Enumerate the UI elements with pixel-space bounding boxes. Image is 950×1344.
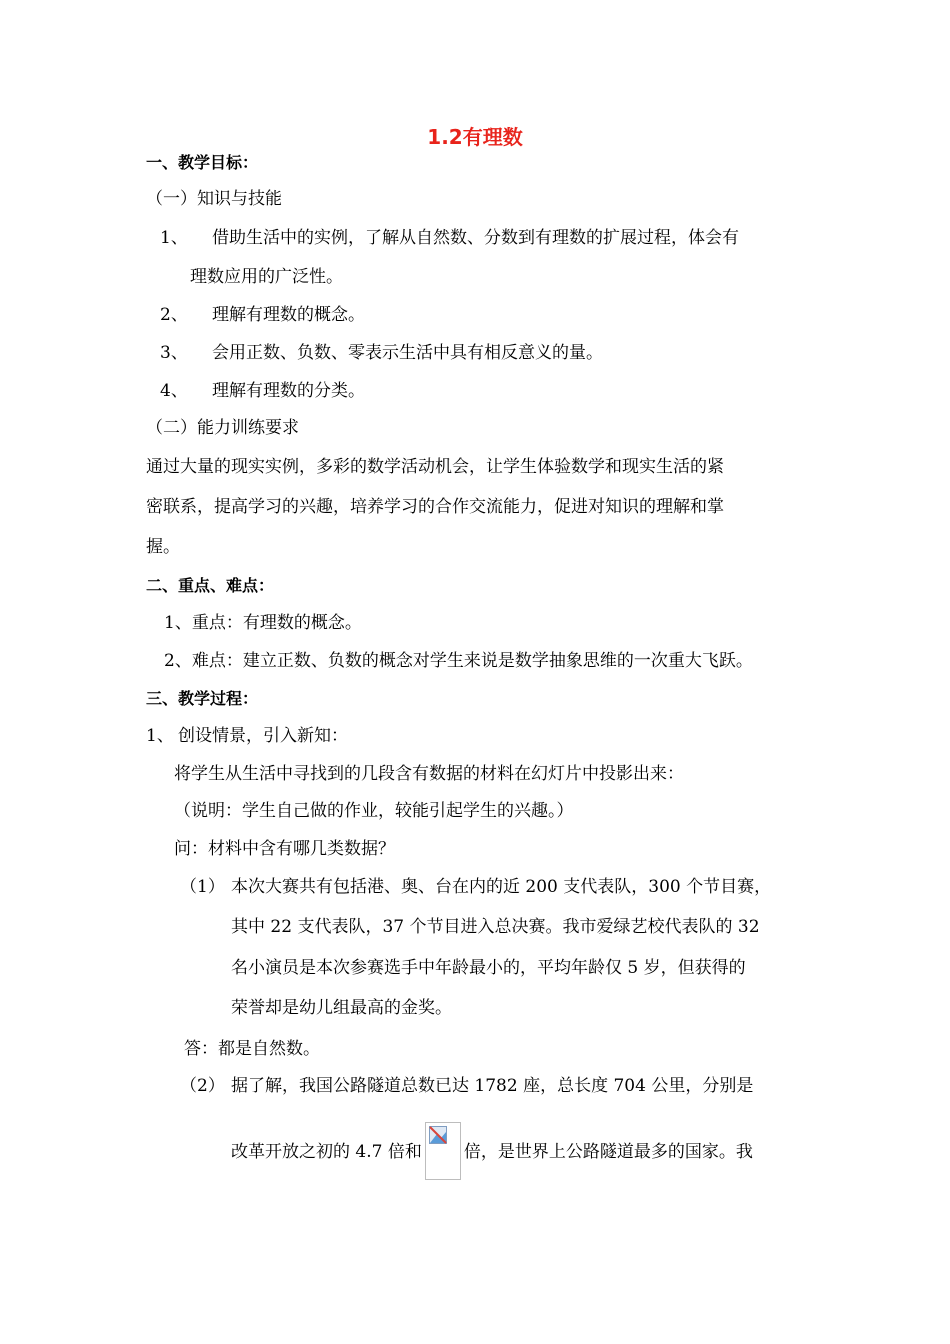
- list-item: [160, 380, 365, 402]
- paragraph-line: 通过大量的现实实例，多彩的数学活动机会，让学生体验数学和现实生活的紧: [146, 457, 724, 477]
- material-1-number: （1）: [180, 877, 225, 897]
- question-text: 问：材料中含有哪几类数据？: [174, 839, 395, 859]
- note-text: （说明：学生自己做的作业，较能引起学生的兴趣。）: [174, 801, 574, 821]
- list-number: 4、: [160, 381, 188, 401]
- answer-text: 答：都是自然数。: [184, 1039, 320, 1059]
- material-2-number: （2）: [180, 1076, 225, 1096]
- list-number: 2、: [160, 305, 188, 325]
- step-text: 创设情景，引入新知：: [178, 726, 348, 746]
- material-line: 荣誉却是幼儿组最高的金奖。: [231, 998, 452, 1018]
- intro-text: 将学生从生活中寻找到的几段含有数据的材料在幻灯片中投影出来：: [174, 764, 684, 784]
- step-line: [146, 725, 348, 747]
- step-number: 1、: [146, 726, 174, 746]
- document-title: 1.2有理数: [427, 125, 523, 149]
- material-text: 改革开放之初的 4.7 倍和: [231, 1142, 422, 1162]
- material-line: 名小演员是本次参赛选手中年龄最小的，平均年龄仅 5 岁，但获得的: [231, 958, 746, 978]
- key-point-text: 1、重点：有理数的概念。: [164, 613, 362, 633]
- material-text: 倍，是世界上公路隧道最多的国家。我: [463, 1142, 753, 1162]
- list-item: [160, 227, 739, 249]
- list-text: 会用正数、负数、零表示生活中具有相反意义的量。: [212, 343, 603, 363]
- paragraph-line: 密联系，提高学习的兴趣，培养学习的合作交流能力，促进对知识的理解和掌: [146, 497, 724, 517]
- list-number: 3、: [160, 343, 188, 363]
- list-number: 1、: [160, 228, 188, 248]
- broken-image-icon: [425, 1122, 461, 1180]
- section-heading-process: 三、教学过程：: [146, 689, 259, 708]
- list-item-continuation: 理数应用的广泛性。: [190, 267, 343, 287]
- list-text: 理解有理数的概念。: [212, 305, 365, 325]
- material-line: 据了解，我国公路隧道总数已达 1782 座，总长度 704 公里，分别是: [231, 1076, 754, 1096]
- section-heading-objectives: 一、教学目标：: [146, 153, 259, 172]
- material-line: 其中 22 支代表队，37 个节目进入总决赛。我市爱绿艺校代表队的 32: [231, 917, 760, 937]
- material-line: 本次大赛共有包括港、奥、台在内的近 200 支代表队，300 个节目赛，: [231, 877, 772, 897]
- list-text: 理解有理数的分类。: [212, 381, 365, 401]
- list-text: 借助生活中的实例，了解从自然数、分数到有理数的扩展过程，体会有: [212, 228, 739, 248]
- subheading-knowledge-skills: （一）知识与技能: [146, 189, 282, 209]
- list-item: [160, 304, 365, 326]
- list-item: [160, 342, 603, 364]
- material-line: [231, 1122, 753, 1180]
- paragraph-line: 握。: [146, 537, 180, 557]
- subheading-ability-training: （二）能力训练要求: [146, 418, 299, 438]
- section-heading-key-points: 二、重点、难点：: [146, 576, 275, 595]
- difficult-point-text: 2、难点：建立正数、负数的概念对学生来说是数学抽象思维的一次重大飞跃。: [164, 651, 753, 671]
